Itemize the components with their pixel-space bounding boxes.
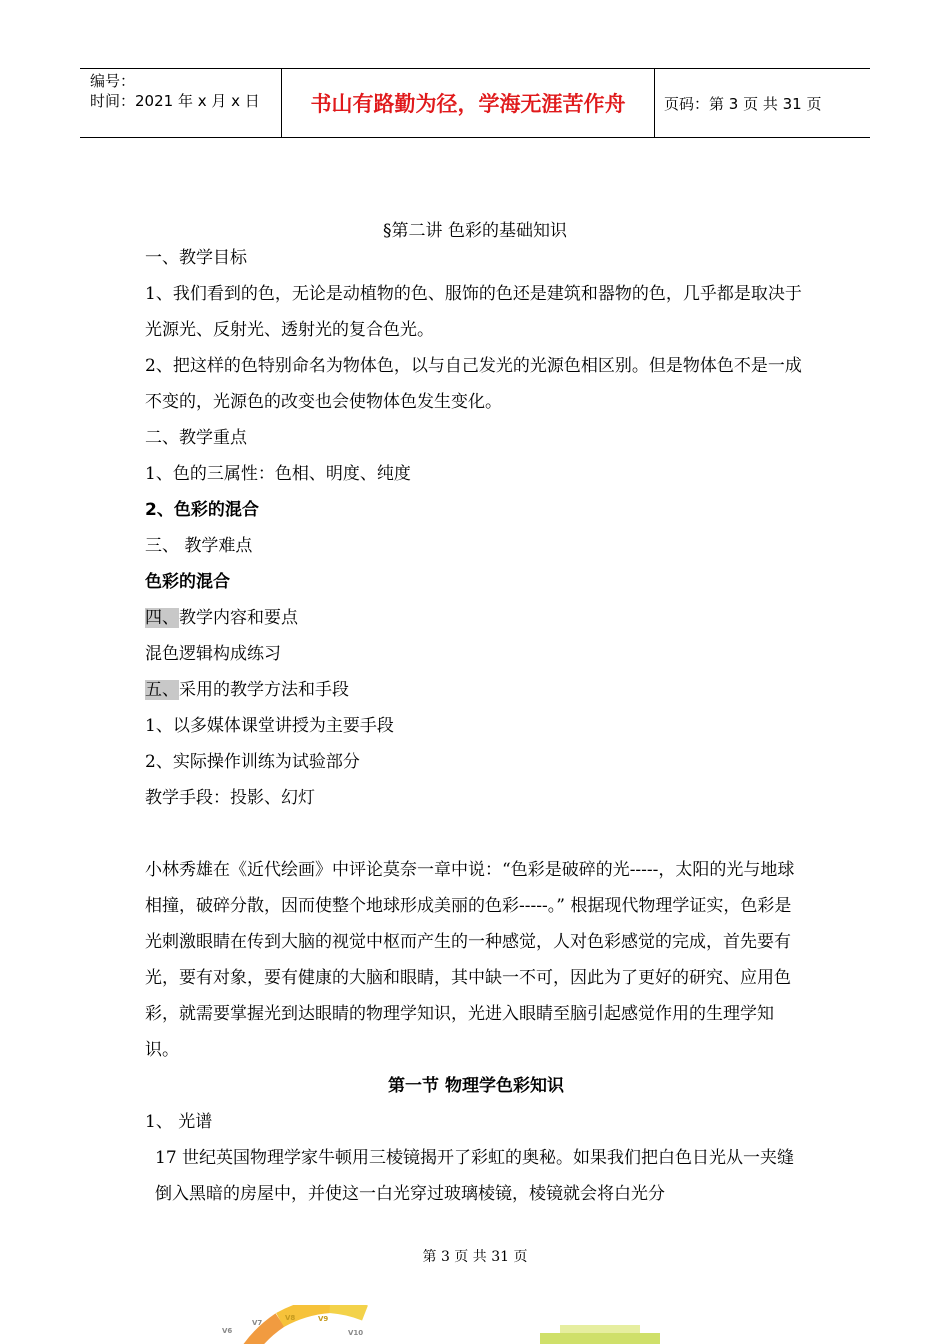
page-footer: 第 3 页 共 31 页 (422, 1249, 528, 1265)
section-heading: 一、教学目标 (145, 248, 247, 268)
wheel-segment (330, 1305, 365, 1313)
wheel-label: V10 (348, 1329, 364, 1337)
wheel-label: V6 (222, 1327, 233, 1335)
header-meta (90, 71, 280, 111)
wheel-segment (560, 1325, 640, 1333)
wheel-label: V7 (252, 1319, 263, 1327)
color-wheel-graphic (200, 1305, 760, 1344)
wheel-label: V8 (285, 1314, 296, 1322)
header-motto: 书山有路勤为径，学海无涯苦作舟 (310, 92, 626, 116)
paragraph: 1、我们看到的色，无论是动植物的色、服饰的色还是建筑和器物的色，几乎都是取决于光源光、反射光、透射光的复合色光。 (145, 284, 802, 340)
list-item: 2、实际操作训练为试验部分 (145, 752, 360, 772)
serial-label: 编号： (90, 72, 136, 90)
section-heading-text: 采用的教学方法和手段 (179, 680, 349, 700)
section-title: 第一节 物理学色彩知识 (388, 1076, 564, 1096)
paragraph: 小林秀雄在《近代绘画》中评论莫奈一章中说：“色彩是破碎的光-----，太阳的光与地球相撞，破碎分散，因而使整个地球形成美丽的色彩-----。” 根据现代物理学证实，色彩是光刺激眼睛在传到大脑的视觉中枢而产生的一种感觉，人对色彩感觉的完成，首先要有光，要有对象，要有健康的大脑和眼睛，其中缺一不可，因此为了更好的研究、应用色彩，就需要掌握光到达眼睛的物理学知识，光进入眼睛至脑引起感觉作用的生理学知识。 (145, 860, 795, 1060)
color-wheel-figure (200, 1305, 760, 1344)
list-item: 色彩的混合 (145, 572, 230, 592)
section-heading-text: 教学内容和要点 (179, 608, 298, 628)
document-body (145, 240, 807, 1212)
wheel-segment (540, 1333, 660, 1344)
list-item: 混色逻辑构成练习 (145, 644, 281, 664)
time-label: 时间：2021 年 x 月 x 日 (90, 92, 260, 110)
header-divider (654, 69, 655, 137)
section-heading: 三、 教学难点 (145, 536, 253, 556)
section-heading: 二、教学重点 (145, 428, 247, 448)
lecture-title: §第二讲 色彩的基础知识 (383, 221, 567, 241)
wheel-label: V9 (318, 1315, 329, 1323)
section-heading (145, 672, 807, 708)
list-item: 教学手段：投影、幻灯 (145, 788, 315, 808)
header-page-info: 页码：第 3 页 共 31 页 (664, 94, 822, 113)
section-heading (145, 600, 807, 636)
list-item: 1、以多媒体课堂讲授为主要手段 (145, 716, 394, 736)
list-item: 2、色彩的混合 (145, 500, 259, 520)
subsection-heading: 1、 光谱 (145, 1112, 213, 1132)
paragraph: 2、把这样的色特别命名为物体色，以与自己发光的光源色相区别。但是物体色不是一成不变的，光源色的改变也会使物体色发生变化。 (145, 356, 802, 412)
highlight-number: 四、 (145, 608, 179, 628)
page-header (80, 68, 870, 138)
list-item: 1、色的三属性：色相、明度、纯度 (145, 464, 411, 484)
highlight-number: 五、 (145, 680, 179, 700)
paragraph: 17 世纪英国物理学家牛顿用三棱镜揭开了彩虹的奥秘。如果我们把白色日光从一夹缝倒入黑暗的房屋中，并使这一白光穿过玻璃棱镜，棱镜就会将白光分 (155, 1148, 795, 1204)
